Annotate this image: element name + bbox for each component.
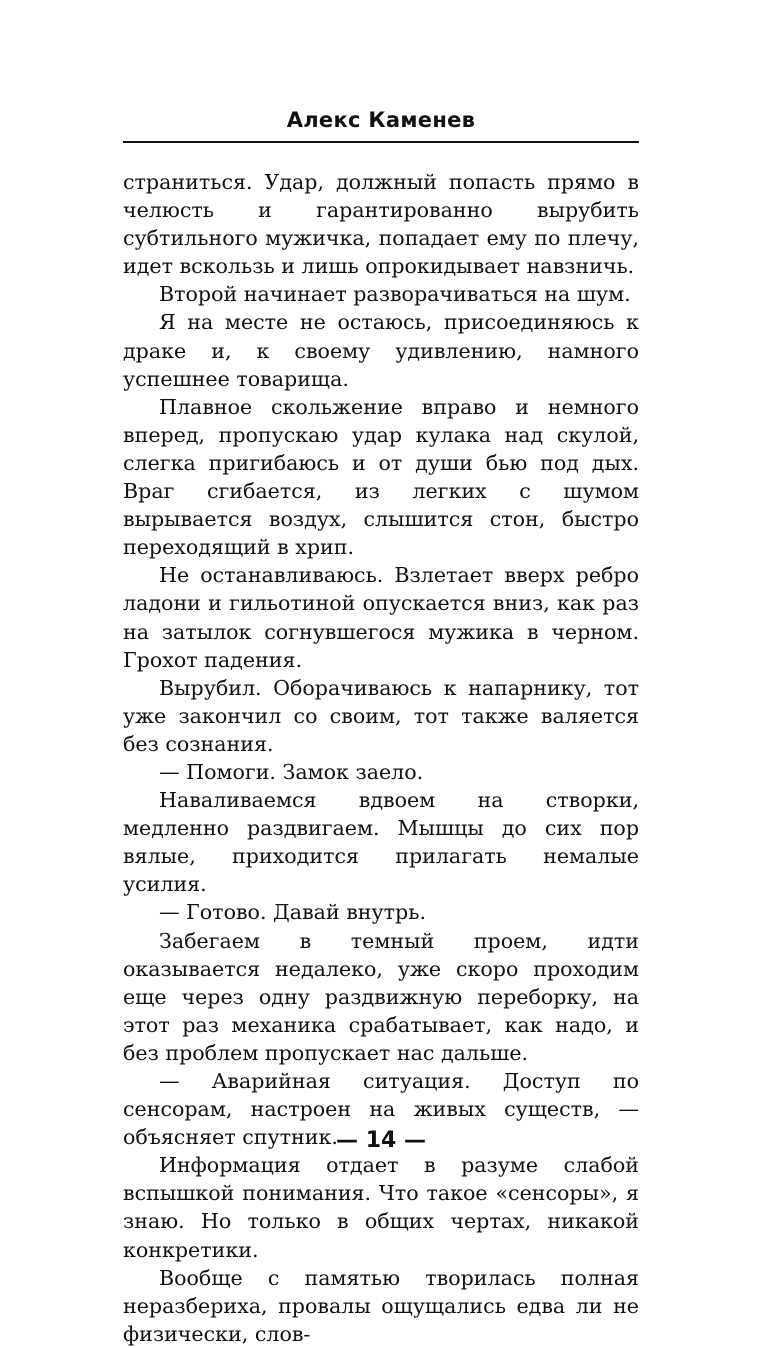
paragraph: Забегаем в темный проем, идти оказывается недалеко, уже скоро проходим еще через одну раздвижную переборку, на этот раз механика срабатывает, как надо, и без проблем пропускает нас дальше.	[123, 928, 639, 1065]
paragraph: Не останавливаюсь. Взлетает вверх ребро ладони и гильотиной опускается вниз, как раз на затылок согнувшегося мужика в черном. Грохот падения.	[123, 563, 639, 672]
header-rule	[123, 141, 639, 143]
paragraph: — Помоги. Замок заело.	[159, 759, 424, 784]
running-header: Алекс Каменев	[286, 108, 476, 132]
paragraph: Вырубил. Оборачиваюсь к напарнику, тот уже закончил со своим, тот также валяется без сознания.	[123, 675, 639, 756]
page-number: — 14 —	[336, 1128, 426, 1153]
paragraph: страниться. Удар, должный попасть прямо в челюсть и гарантированно вырубить субтильного мужичка, попадает ему по плечу, идет вскользь и лишь опрокидывает навзничь.	[123, 170, 639, 279]
paragraph: Наваливаемся вдвоем на створки, медленно раздвигаем. Мышцы до сих пор вялые, приходится прилагать немалые усилия.	[123, 788, 639, 897]
paragraph: Вообще с памятью творилась полная неразбериха, провалы ощущались едва ли не физически, слов-	[123, 1265, 639, 1346]
paragraph: Плавное скольжение вправо и немного вперед, пропускаю удар кулака над скулой, слегка пригибаюсь и от души бью под дых. Враг сгибается, из легких с шумом вырывается воздух, слышится стон, быстро переходящий в хрип.	[123, 394, 639, 560]
body-text	[123, 168, 639, 1348]
paragraph: Я на месте не остаюсь, присоединяюсь к драке и, к своему удивлению, намного успешнее товарища.	[123, 310, 639, 391]
paragraph: Второй начинает разворачиваться на шум.	[159, 282, 631, 307]
paragraph: — Аварийная ситуация. Доступ по сенсорам, настроен на живых существ, — объясняет спутник.	[123, 1069, 639, 1150]
paragraph: — Готово. Давай внутрь.	[159, 900, 426, 925]
paragraph: Информация отдает в разуме слабой вспышкой понимания. Что такое «сенсоры», я знаю. Но только в общих чертах, никакой конкретики.	[123, 1153, 639, 1262]
